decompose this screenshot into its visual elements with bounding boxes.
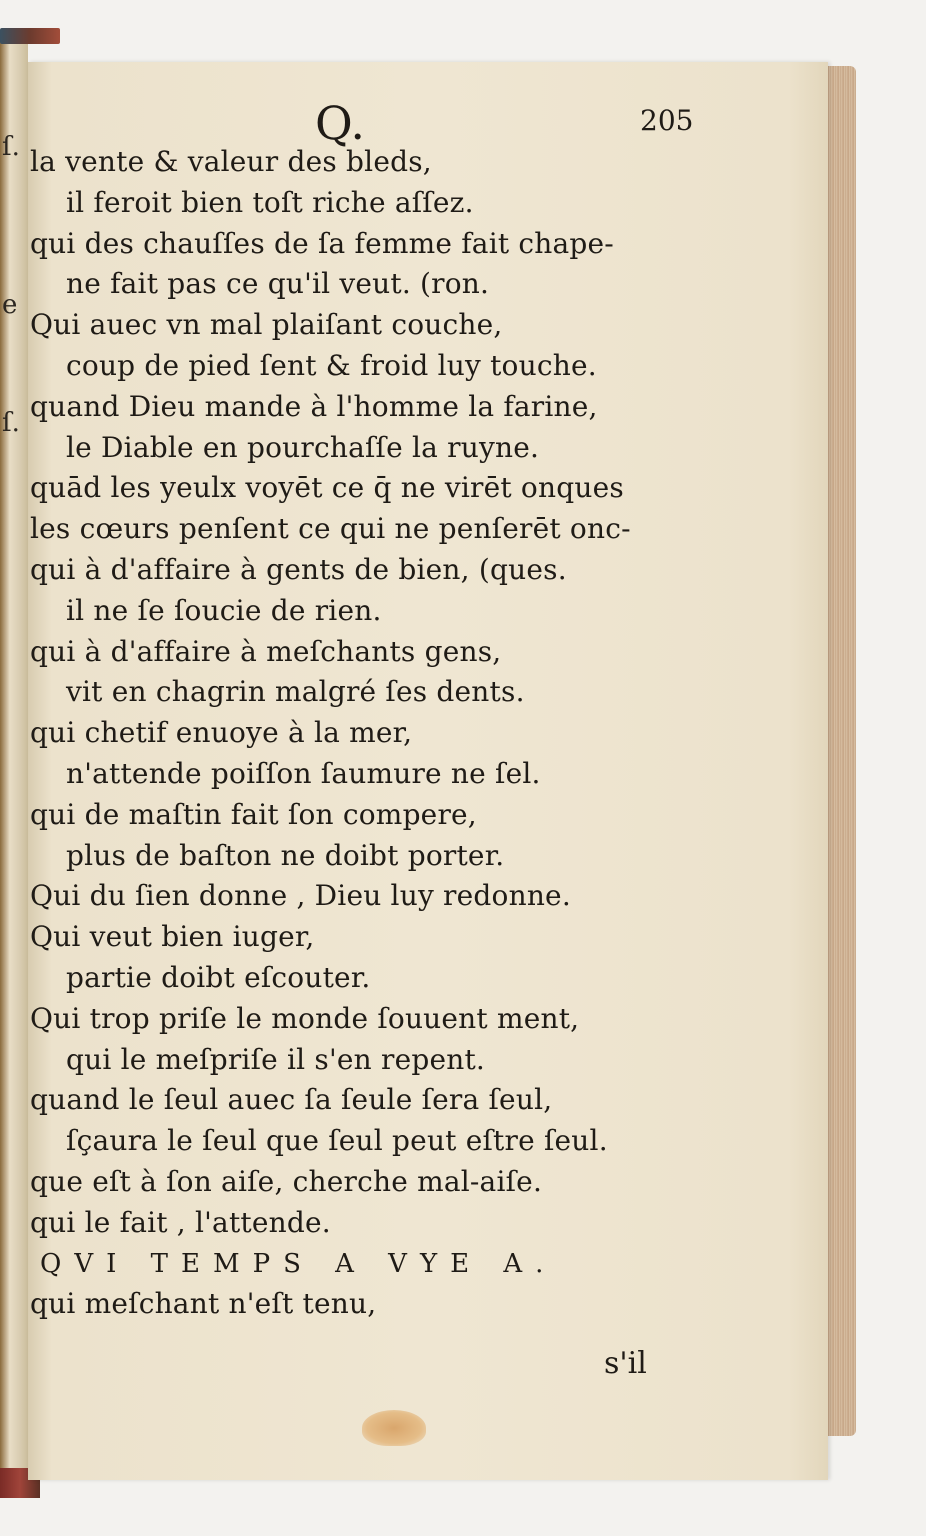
text-line: quand le ſeul auec ſa ſeule ſera ſeul, <box>30 1083 553 1117</box>
text-line: le Diable en pourchaſſe la ruyne. <box>66 430 540 464</box>
section-letter: Q. <box>315 96 366 150</box>
text-line: n'attende poiſſon ſaumure ne ſel. <box>66 756 541 790</box>
text-line: plus de baſton ne doibt porter. <box>66 838 505 872</box>
text-line: coup de pied ſent & froid luy touche. <box>66 348 597 382</box>
text-line: il feroit bien toſt riche aſſez. <box>66 185 474 219</box>
binding-top <box>0 28 60 44</box>
text-line: Qui veut bien iuger, <box>30 920 315 954</box>
text-line: qui le meſpriſe il s'en repent. <box>66 1042 486 1076</box>
text-line: ne fait pas ce qu'il veut. (ron. <box>66 267 490 301</box>
paper-stain <box>362 1410 426 1446</box>
margin-glyph: e <box>2 290 18 320</box>
text-line: les cœurs penſent ce qui ne penſerēt onc- <box>30 512 631 546</box>
text-line: qui à d'affaire à gents de bien, (ques. <box>30 552 567 586</box>
text-line: Qui trop priſe le monde ſouuent ment, <box>30 1001 580 1035</box>
catchword: s'il <box>604 1346 647 1381</box>
text-line: Qui auec vn mal plaiſant couche, <box>30 308 503 342</box>
text-line: quand Dieu mande à l'homme la farine, <box>30 389 598 423</box>
text-line: il ne ſe ſoucie de rien. <box>66 593 382 627</box>
book-spine <box>0 38 28 1480</box>
text-line: qui de maſtin fait ſon compere, <box>30 797 477 831</box>
text-line: partie doibt eſcouter. <box>66 960 371 994</box>
text-line: qui des chauſſes de ſa femme fait chape- <box>30 226 614 260</box>
text-line: QVI TEMPS A VYE A. <box>40 1248 557 1279</box>
text-line: qui le fait , l'attende. <box>30 1205 331 1239</box>
margin-glyph: ſ. <box>2 132 20 162</box>
text-line: vit en chagrin malgré ſes dents. <box>66 675 525 709</box>
text-line: quād les yeulx voyēt ce q̄ ne virēt onques <box>30 471 624 505</box>
page-text <box>30 142 730 1325</box>
page-header <box>0 96 926 150</box>
text-line: qui meſchant n'eſt tenu, <box>30 1287 377 1321</box>
text-line: ſçaura le ſeul que ſeul peut eſtre ſeul. <box>66 1124 608 1158</box>
page-number: 205 <box>640 104 694 137</box>
text-line: qui chetif enuoye à la mer, <box>30 716 413 750</box>
text-line: la vente & valeur des bleds, <box>30 145 432 178</box>
margin-glyph: ſ. <box>2 408 20 438</box>
text-line: qui à d'affaire à meſchants gens, <box>30 634 502 668</box>
text-line: Qui du ſien donne , Dieu luy redonne. <box>30 879 571 913</box>
text-line: que eſt à ſon aiſe, cherche mal-aiſe. <box>30 1164 543 1198</box>
